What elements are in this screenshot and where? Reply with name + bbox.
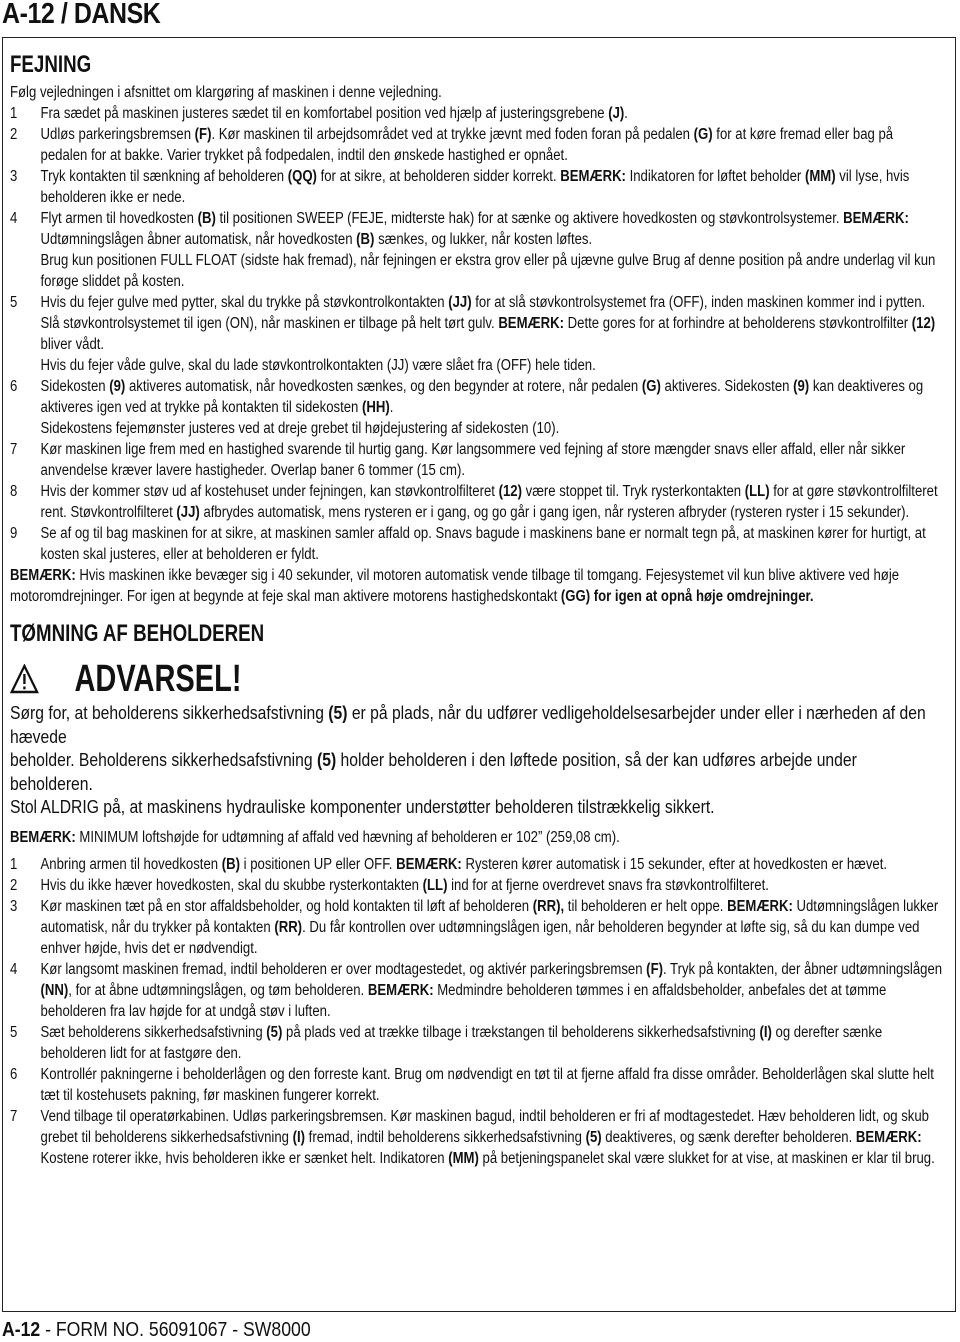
note-label: BEMÆRK: [10, 567, 76, 584]
step-text: Kostene roterer ikke, hvis beholderen ikke er sænket helt. Indikatoren [40, 1149, 449, 1167]
emphasis-text: (F) [194, 126, 212, 143]
list-item [10, 523, 943, 565]
emphasis-text: (J) [608, 105, 625, 122]
list-item [10, 1064, 943, 1106]
step-text: Hvis du ikke hæver hovedkosten, skal du skubbe rysterkontakten [40, 876, 423, 894]
list-item [10, 103, 943, 124]
emphasis-text: (RR), [532, 897, 565, 915]
emphasis-text: (B) [356, 231, 375, 248]
step-text: for at sikre, at beholderen sidder korrekt. [316, 168, 561, 185]
step-text: aktiveres automatisk, når hovedkosten sænkes, og den begynder at rotere, når pedalen [125, 378, 642, 395]
list-item [10, 292, 943, 376]
step-text: Fra sædet på maskinen justeres sædet til en komfortabel position ved hjælp af justeringsgrebene [40, 105, 609, 122]
step-text: . [389, 399, 394, 416]
list-item [10, 439, 943, 481]
emphasis-text: (QQ) [287, 168, 317, 185]
step-text: sænkes, og lukker, når kosten løftes. [374, 231, 593, 248]
warning-line-3: Stol ALDRIG på, at maskinens hydrauliske komponenter understøtter beholderen tilstrækkelig sikkert. [10, 796, 715, 817]
step-text: . Du får kontrollen over udtømningslågen igen, når beholderen begynder at løfte sig, så du kan dumpe ved enhver højde, hvis det er nødvendigt. [40, 918, 920, 957]
warning-ref: (5) [328, 702, 348, 723]
emphasis-text: (F) [646, 960, 663, 978]
warning-ref: (5) [316, 749, 337, 770]
step-text: . Tryk på kontakten, der åbner udtømningslågen [662, 960, 943, 978]
step-text: kan deaktiveres og aktiveres igen ved at trykke på kontakten til sidekosten [40, 378, 924, 416]
step-number: 3 [10, 897, 18, 915]
warning-text: holder beholderen i den løftede position, så der kan udføres arbejde under beholderen. [10, 749, 857, 794]
step-text: Se af og til bag maskinen for at sikre, at maskinen samler affald op. Snavs bagude i maskinens bane er normalt tegn på, at maskinen kører for hurtigt, at kosten skal justeres, eller at beholderen er fyldt. [40, 525, 926, 563]
emphasis-text: (I) [292, 1128, 306, 1146]
step-text: for at køre fremad eller bag på pedalen for at bakke. Varier trykket på fodpedalen, indtil den ønskede hastighed er opnået. [40, 126, 894, 164]
step-number: 4 [10, 210, 18, 227]
emphasis-text: (5) [266, 1023, 283, 1041]
note-bold-end: (GG) for igen at opnå høje omdrejninger. [560, 588, 814, 605]
list-item [10, 124, 943, 166]
emphasis-text: (G) [641, 378, 661, 395]
emphasis-text: (RR) [274, 918, 303, 936]
footer-form-text: - FORM NO. 56091067 - SW8000 [40, 1318, 311, 1341]
step-text: Kør maskinen tæt på en stor affaldsbeholder, og hold kontakten til løft af beholderen [40, 897, 533, 915]
list-item [10, 896, 943, 959]
warning-line-1 [10, 701, 943, 748]
list-item [10, 875, 943, 896]
emphasis-text: (B) [221, 855, 240, 873]
step-text: på plads ved at trække tilbage i trækstangen til beholderens sikkerhedsafstivning [282, 1023, 760, 1041]
list-item [10, 1106, 943, 1169]
sweeping-steps-list [10, 103, 943, 565]
emptying-steps-list [10, 854, 943, 1169]
emphasis-text: (9) [109, 378, 126, 395]
step-text: Sæt beholderens sikkerhedsafstivning [40, 1023, 267, 1041]
warning-triangle-icon [10, 664, 39, 694]
step-number: 7 [10, 1107, 18, 1125]
emphasis-text: (12) [498, 483, 522, 500]
emphasis-text: (HH) [361, 399, 390, 416]
emphasis-text: BEMÆRK: [855, 1128, 922, 1146]
list-item [10, 959, 943, 1022]
note-label: BEMÆRK: [10, 828, 76, 846]
step-number: 9 [10, 525, 18, 542]
step-number: 6 [10, 378, 18, 395]
step-extra-text: Hvis du fejer våde gulve, skal du lade støvkontrolkontakten (JJ) være slået fra (OFF) hele tiden. [40, 357, 596, 374]
step-text: være stoppet til. Tryk rysterkontakten [521, 483, 745, 500]
step-text: vil lyse, hvis beholderen ikke er nede. [40, 168, 910, 206]
emphasis-text: (G) [693, 126, 713, 143]
step-number: 2 [10, 876, 18, 894]
emphasis-text: (I) [759, 1023, 772, 1041]
emphasis-text: (MM) [804, 168, 836, 185]
sweeping-note [10, 565, 943, 607]
step-text: Kør langsomt maskinen fremad, indtil beholderen er over modtagestedet, og aktivér parkeringsbremsen [40, 960, 647, 978]
step-text: Dette gores for at forhindre at beholderens støvkontrolfilter [564, 315, 912, 332]
step-text: bliver vådt. [40, 336, 105, 353]
emptying-note [10, 827, 943, 848]
emphasis-text: (B) [197, 210, 216, 227]
sweeping-intro: Følg vejledningen i afsnittet om klargøring af maskinen i denne vejledning. [10, 84, 442, 101]
page-header-title: A-12 / DANSK [2, 0, 161, 30]
emphasis-text: (JJ) [176, 504, 200, 521]
emphasis-text: (12) [911, 315, 936, 332]
emphasis-text: (NN) [40, 981, 69, 999]
step-text: på betjeningspanelet skal være slukket for at vise, at maskinen er klar til brug. [478, 1149, 935, 1167]
step-number: 4 [10, 960, 18, 978]
step-text: Hvis du fejer gulve med pytter, skal du trykke på støvkontrolkontakten [40, 294, 449, 311]
step-number: 8 [10, 483, 18, 500]
emphasis-text: (MM) [448, 1149, 479, 1167]
emphasis-text: (JJ) [448, 294, 472, 311]
list-item [10, 376, 943, 439]
emphasis-text: BEMÆRK: [560, 168, 626, 185]
emphasis-text: (5) [585, 1128, 602, 1146]
step-text: , for at åbne udtømningslågen, og tøm beholderen. [68, 981, 368, 999]
emphasis-text: BEMÆRK: [498, 315, 565, 332]
note-text: MINIMUM loftshøjde for udtømning af affald ved hævning af beholderen er 102” (259,08 cm). [75, 828, 620, 846]
step-number: 2 [10, 126, 18, 143]
emphasis-text: BEMÆRK: [367, 981, 434, 999]
document-body [10, 48, 943, 1169]
step-extra-text: Sidekostens fejemønster justeres ved at dreje grebet til højdejustering af sidekosten (10). [40, 420, 560, 437]
emphasis-text: BEMÆRK: [843, 210, 909, 227]
step-number: 6 [10, 1065, 18, 1083]
warning-text: er på plads, når du udfører vedligeholdelsesarbejder under eller i nærheden af den hævede [10, 702, 926, 747]
emphasis-text: BEMÆRK: [396, 855, 462, 873]
step-text: Kontrollér pakningerne i beholderlågen og den forreste kant. Brug om nødvendigt en tøt til at fjerne affald fra disse områder. Beholderlågen skal slutte helt tæt til kostehusets pakning, før maskinen fungerer korrekt. [40, 1065, 934, 1104]
section-title-emptying: TØMNING AF BEHOLDEREN [10, 620, 265, 647]
warning-text: beholder. Beholderens sikkerhedsafstivning [10, 749, 317, 770]
list-item [10, 1022, 943, 1064]
step-text: Flyt armen til hovedkosten [40, 210, 198, 227]
emphasis-text: (LL) [744, 483, 770, 500]
step-text: Rysteren kører automatisk i 15 sekunder, efter at hovedkosten er hævet. [461, 855, 888, 873]
warning-text: Sørg for, at beholderens sikkerhedsafstivning [10, 702, 329, 723]
step-text: Kør maskinen lige frem med en hastighed svarende til hurtig gang. Kør langsommere ved fejning af store mængder snavs eller affald, eller når sikker anvendelse kræver lavere hastigheder. Overlap baner 6 tommer (15 cm). [40, 441, 906, 479]
warning-line-2 [10, 748, 943, 795]
step-text: Tryk kontakten til sænkning af beholderen [40, 168, 288, 185]
step-number: 7 [10, 441, 18, 458]
step-text: Sidekosten [40, 378, 110, 395]
warning-header [10, 657, 943, 701]
step-text: Medmindre beholderen tømmes i en affaldsbeholder, anbefales det at tømme beholderen fra lav højde for at undgå støv i luften. [40, 981, 887, 1020]
list-item [10, 481, 943, 523]
emphasis-text: (LL) [422, 876, 448, 894]
list-item [10, 208, 943, 292]
emphasis-text: (9) [793, 378, 810, 395]
step-text: . [624, 105, 628, 122]
step-text: . Kør maskinen til arbejdsområdet ved at trykke jævnt med foden foran på pedalen [211, 126, 694, 143]
note-text: Hvis maskinen ikke bevæger sig i 40 sekunder, vil motoren automatisk vende tilbage til tomgang. Fejesystemet vil kun blive aktivere ved høje motoromdrejninger. For igen at begynde at feje skal man aktivere motorens hastighedskontakt [10, 567, 900, 605]
step-text: for at gøre støvkontrolfilteret rent. Støvkontrolfilteret [40, 483, 938, 521]
emphasis-text: BEMÆRK: [727, 897, 793, 915]
step-text: ind for at fjerne overdrevet snavs fra støvkontrolfilteret. [447, 876, 769, 894]
step-extra-text: Brug kun positionen FULL FLOAT (sidste hak fremad), når fejningen er ekstra grov eller på ujævne gulve Brug af denne position på andre underlag vil kun forøge sliddet på kosten. [40, 252, 936, 290]
step-text: afbrydes automatisk, mens rysteren er i gang, og go går i gang igen, når rysteren afbryder (rysteren ryster i 15 sekunder). [199, 504, 910, 521]
step-text: Udtømningslågen åbner automatisk, når hovedkosten [40, 231, 357, 248]
step-text: Vend tilbage til operatørkabinen. Udløs parkeringsbremsen. Kør maskinen bagud, indtil beholderen er fri af modtagestedet. Hæv beholderen lidt, og skub grebet til beholderens sikkerhedsafstivning [40, 1107, 929, 1146]
list-item [10, 854, 943, 875]
step-number: 3 [10, 168, 18, 185]
warning-title: ADVARSEL! [74, 658, 242, 700]
step-text: Indikatoren for løftet beholder [625, 168, 805, 185]
step-number: 5 [10, 1023, 18, 1041]
step-text: Udtømningslågen lukker automatisk, når du trykker på kontakten [40, 897, 939, 936]
step-text: for at slå støvkontrolsystemet fra (OFF), inden maskinen kommer ind i pytten. Slå støvkontrolsystemet til igen (ON), når maskinen er tilbage på helt tørt gulv. [40, 294, 926, 332]
step-number: 5 [10, 294, 18, 311]
step-text: deaktiveres, og sænk derefter beholderen. [601, 1128, 856, 1146]
step-text: Anbring armen til hovedkosten [40, 855, 222, 873]
step-text: fremad, indtil beholderens sikkerhedsafstivning [305, 1128, 586, 1146]
step-text: Hvis der kommer støv ud af kostehuset under fejningen, kan støvkontrolfilteret [40, 483, 499, 500]
step-number: 1 [10, 855, 18, 873]
page-footer [2, 1318, 311, 1342]
step-text: til positionen SWEEP (FEJE, midterste hak) for at sænke og aktivere hovedkosten og støvkontrolsystemer. [215, 210, 844, 227]
step-text: aktiveres. Sidekosten [660, 378, 794, 395]
footer-page-number: A-12 [2, 1318, 41, 1341]
step-text: til beholderen er helt oppe. [564, 897, 728, 915]
step-number: 1 [10, 105, 18, 122]
step-text: Udløs parkeringsbremsen [40, 126, 195, 143]
list-item [10, 166, 943, 208]
section-title-sweeping: FEJNING [10, 51, 92, 78]
step-text: i positionen UP eller OFF. [239, 855, 397, 873]
step-text: og derefter sænke beholderen lidt for at fastgøre den. [40, 1023, 883, 1062]
